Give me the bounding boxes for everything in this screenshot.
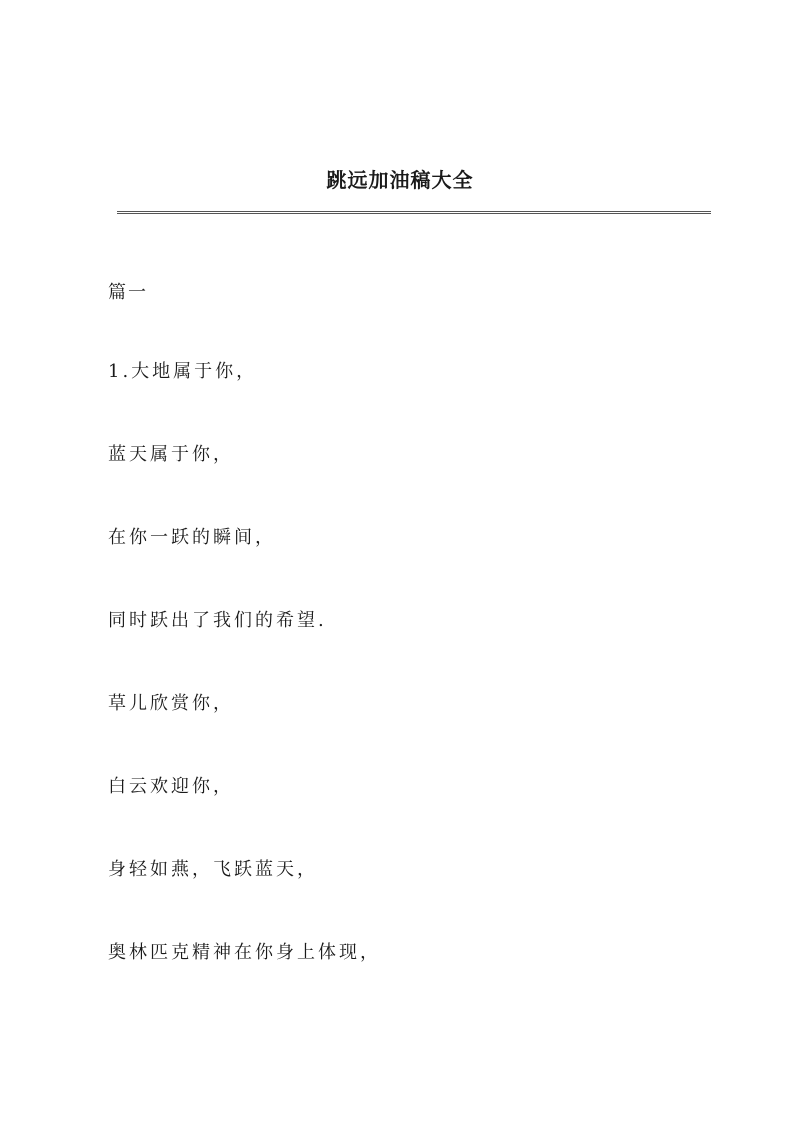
- poem-line: 在你一跃的瞬间，: [108, 527, 276, 548]
- poem-line: 草儿欣赏你，: [108, 693, 234, 714]
- poem-lines: [108, 360, 381, 1024]
- poem-line: 奥林匹克精神在你身上体现，: [108, 942, 381, 963]
- document-title: 跳远加油稿大全: [326, 168, 474, 192]
- poem-line: 蓝天属于你，: [108, 444, 234, 465]
- title-underline-divider: [117, 211, 711, 214]
- poem-line: 身轻如燕，飞跃蓝天，: [108, 859, 318, 880]
- section-heading: 篇一: [108, 282, 148, 303]
- poem-line: 1.大地属于你，: [108, 361, 258, 382]
- poem-line: 同时跃出了我们的希望.: [108, 610, 327, 631]
- poem-line: 白云欢迎你，: [108, 776, 234, 797]
